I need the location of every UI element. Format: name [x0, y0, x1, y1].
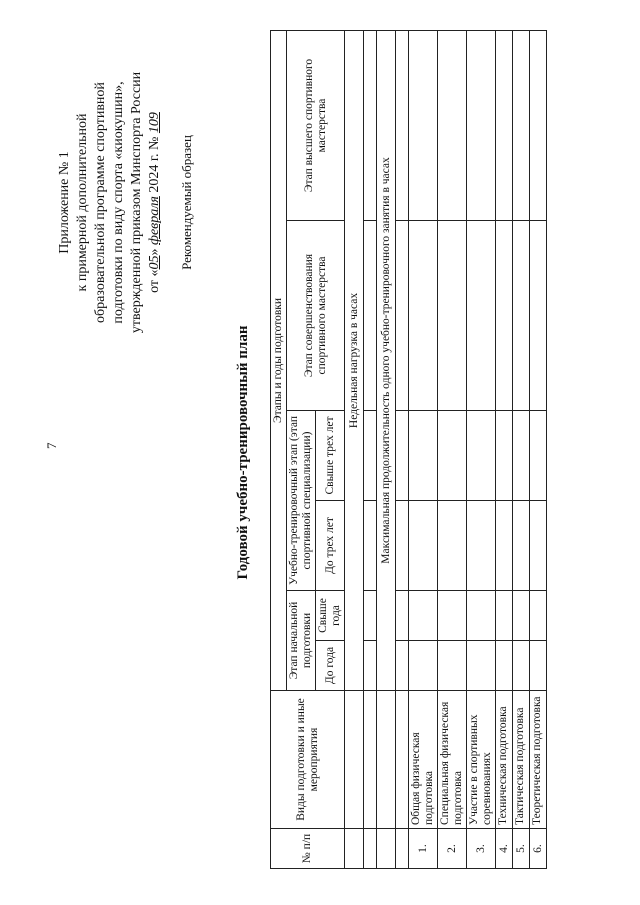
row-number: 2. — [438, 829, 467, 869]
row-label: Участие в спортивных соревнованиях — [467, 691, 496, 829]
up-to-three-header: До трех лет — [316, 501, 345, 591]
order-day: 05 — [147, 255, 162, 270]
stage-initial-header: Этап начальной подготовки — [287, 591, 316, 691]
table-cell — [496, 501, 513, 591]
row-number: 5. — [513, 829, 530, 869]
table-cell — [530, 501, 547, 591]
table-row — [409, 30, 438, 868]
appendix-line-1: Приложение № 1 — [57, 151, 72, 254]
recommended-sample: Рекомендуемый образец — [179, 135, 194, 270]
table-cell — [345, 829, 364, 869]
table-cell — [513, 411, 530, 501]
table-cell — [345, 691, 364, 829]
table-cell — [467, 641, 496, 691]
table-cell — [513, 641, 530, 691]
order-year: 2024 г. № — [147, 136, 162, 193]
table-cell — [513, 30, 530, 220]
table-cell — [364, 691, 377, 829]
max-duration-row: Максимальная продолжительность одного учебно-тренировочного занятия в часах — [377, 30, 396, 690]
table-cell — [396, 501, 409, 591]
table-cell — [496, 221, 513, 411]
table-cell — [467, 221, 496, 411]
weekly-load-row: Недельная нагрузка в часах — [345, 30, 364, 690]
table-cell — [377, 829, 396, 869]
table-cell — [438, 411, 467, 501]
table-cell — [467, 501, 496, 591]
table-cell — [409, 641, 438, 691]
table-cell — [364, 411, 377, 501]
table-cell — [364, 30, 377, 220]
table-cell — [438, 30, 467, 220]
row-label: Техническая подготовка — [496, 691, 513, 829]
table-cell — [409, 221, 438, 411]
table-cell — [496, 411, 513, 501]
table-cell — [438, 221, 467, 411]
table-cell — [396, 691, 409, 829]
col-num-header: № п/п — [271, 829, 345, 869]
appendix-line-6 — [146, 35, 164, 370]
row-label: Тактическая подготовка — [513, 691, 530, 829]
table-row — [530, 30, 547, 868]
table-cell — [530, 641, 547, 691]
table-cell — [364, 641, 377, 691]
table-cell — [409, 411, 438, 501]
table-cell — [364, 829, 377, 869]
table-cell — [467, 411, 496, 501]
appendix-line-5: утвержденной приказом Минспорта России — [129, 71, 144, 334]
training-plan-table — [270, 30, 547, 869]
over-three-header: Свыше трех лет — [316, 411, 345, 501]
table-cell — [530, 591, 547, 641]
table-cell — [496, 591, 513, 641]
table-cell — [438, 641, 467, 691]
table-cell — [364, 501, 377, 591]
table-row — [513, 30, 530, 868]
appendix-line-3: образовательной программе спортивной — [93, 82, 108, 323]
table-cell — [396, 221, 409, 411]
up-to-year-header: До года — [316, 641, 345, 691]
row-number: 1. — [409, 829, 438, 869]
row-label: Специальная физическая подготовка — [438, 691, 467, 829]
table-cell — [467, 30, 496, 220]
table-cell — [438, 501, 467, 591]
table-cell — [364, 591, 377, 641]
table-cell — [377, 691, 396, 829]
table-row — [496, 30, 513, 868]
stages-header: Этапы и годы подготовки — [271, 30, 287, 690]
table-cell — [396, 641, 409, 691]
order-date-prefix: от « — [147, 269, 162, 293]
table-cell — [513, 221, 530, 411]
table-cell — [409, 501, 438, 591]
table-cell — [530, 411, 547, 501]
table-cell — [409, 30, 438, 220]
table-cell — [396, 411, 409, 501]
order-month: февраля — [147, 196, 162, 245]
row-number: 4. — [496, 829, 513, 869]
table-cell — [467, 591, 496, 641]
table-row — [438, 30, 467, 868]
table-row — [467, 30, 496, 868]
table-cell — [364, 221, 377, 411]
row-label: Теоретическая подготовка — [530, 691, 547, 829]
table-cell — [530, 221, 547, 411]
row-number: 3. — [467, 829, 496, 869]
table-cell — [530, 30, 547, 220]
appendix-line-4: подготовки по виду спорта «киокушин», — [111, 81, 126, 324]
col-kinds-header: Виды подготовки и иные мероприятия — [271, 691, 345, 829]
table-cell — [496, 30, 513, 220]
table-cell — [396, 30, 409, 220]
order-number: 109 — [147, 112, 162, 134]
page-number: 7 — [44, 442, 59, 449]
table-cell — [396, 829, 409, 869]
plan-title: Годовой учебно-тренировочный план — [235, 325, 251, 580]
table-cell — [513, 501, 530, 591]
over-year-header: Свыше года — [316, 591, 345, 641]
table-cell — [396, 591, 409, 641]
appendix-block — [56, 35, 196, 370]
appendix-line-2: к примерной дополнительной — [75, 113, 90, 292]
row-number: 6. — [530, 829, 547, 869]
table-cell — [438, 591, 467, 641]
stage-improvement-header: Этап совершенствования спортивного мастерства — [287, 221, 345, 411]
table-cell — [496, 641, 513, 691]
stage-training-header: Учебно-тренировочный этап (этап спортивной специализации) — [287, 411, 316, 591]
stage-highest-header: Этап высшего спортивного мастерства — [287, 30, 345, 220]
table-cell — [409, 591, 438, 641]
table-cell — [513, 591, 530, 641]
row-label: Общая физическая подготовка — [409, 691, 438, 829]
order-date-mid: » — [147, 248, 162, 256]
